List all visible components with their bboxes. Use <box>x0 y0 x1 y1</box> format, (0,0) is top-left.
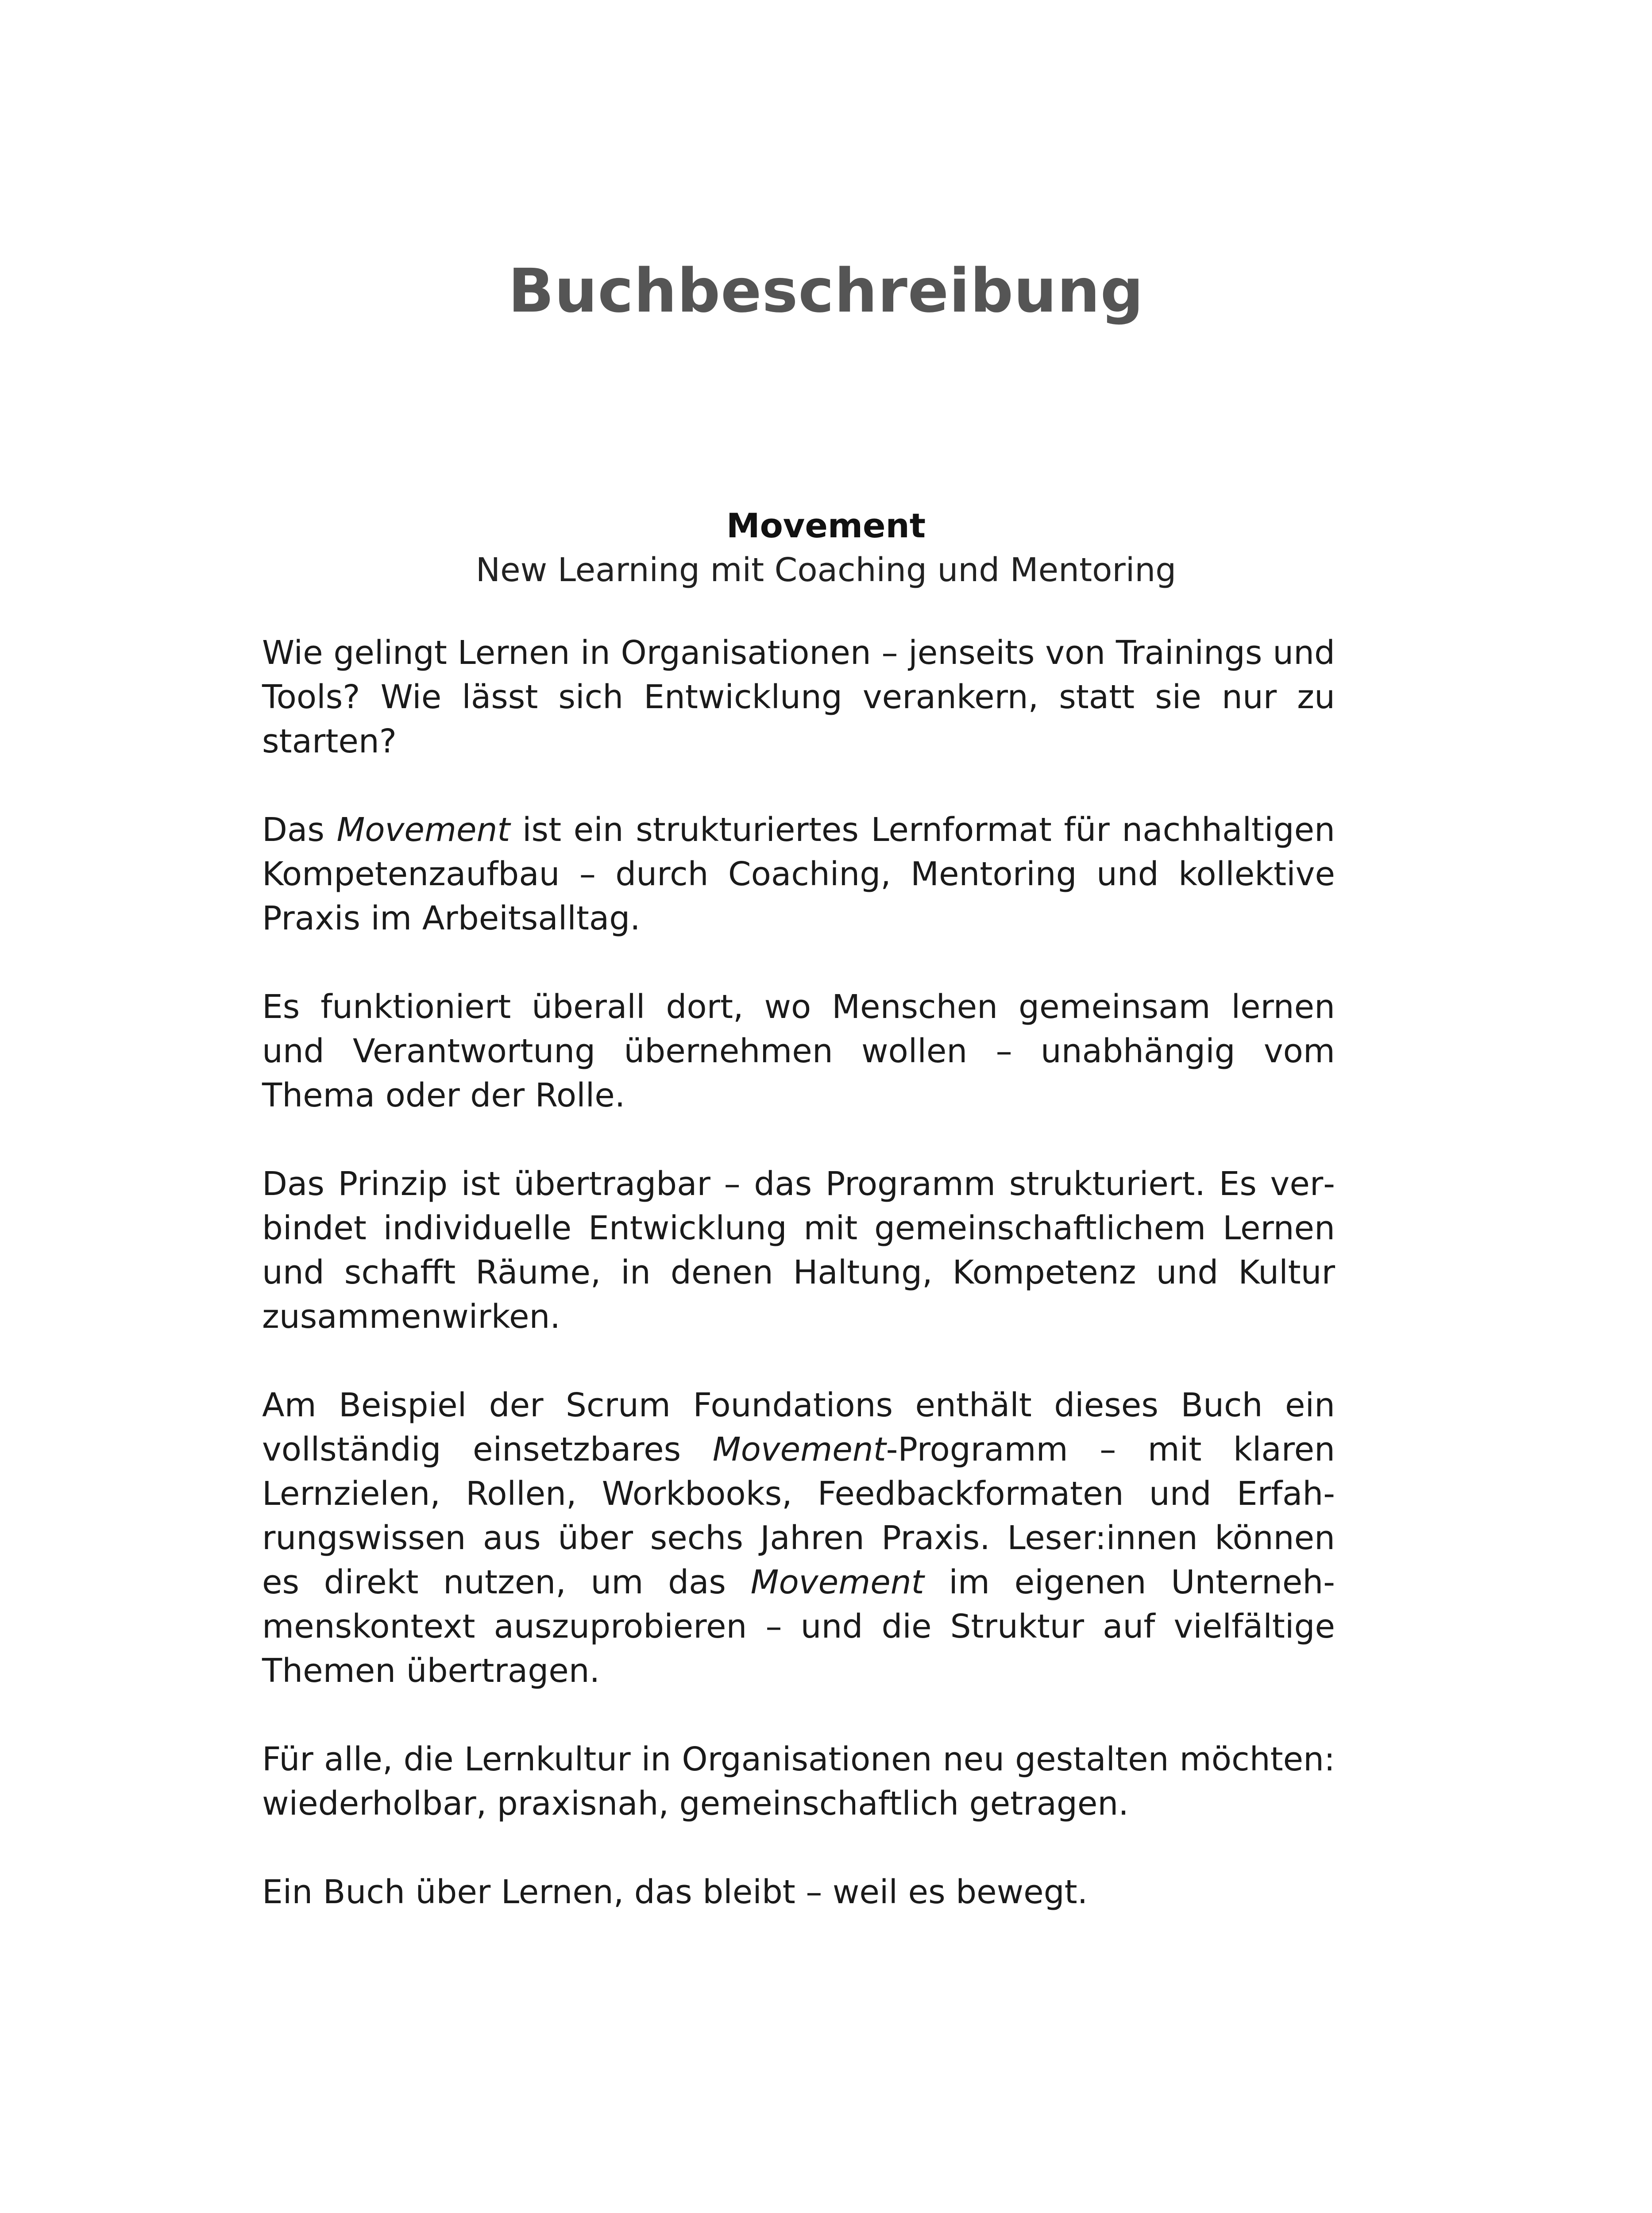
book-title: Movement <box>726 506 926 545</box>
text-run: -Programm – mit klaren Lernzielen, Rollen, Workbooks, Feedbackformaten und Erfahrungswissen aus über sechs Jahren Praxis. Leser:innen können es direkt nutzen, um das <box>262 1430 1335 1601</box>
paragraph-principle: Das Prinzip ist übertragbar – das Programm strukturiert. Es verbindet individuelle Entwicklung mit gemeinschaftlichem Lernen und schafft Räume, in denen Haltung, Kompetenz und Kultur zusammenwirken. <box>262 1165 1335 1336</box>
paragraph-audience: Für alle, die Lernkultur in Organisationen neu gestalten möchten: wiederholbar, praxisnah, gemeinschaftlich getragen. <box>262 1740 1335 1823</box>
text-run: Das <box>262 811 337 849</box>
page-title: Buchbeschreibung <box>508 256 1144 326</box>
text-run: im eigenen Unternehmenskontext auszuprobieren – und die Struktur auf vielfältige Themen übertragen. <box>262 1563 1335 1690</box>
text-run: Am Beispiel der Scrum Foundations enthält dieses Buch ein vollständig einsetzbares <box>262 1386 1335 1469</box>
description-body <box>262 631 1335 1914</box>
paragraph-movement-definition <box>262 808 1335 941</box>
paragraph-applicability: Es funktioniert überall dort, wo Menschen gemeinsam lernen und Verantwortung übernehmen wollen – unabhängig vom Thema oder der Rolle. <box>262 988 1335 1114</box>
emphasis-movement: Movement <box>336 811 510 849</box>
emphasis-movement: Movement <box>750 1563 924 1601</box>
text-run: ist ein strukturiertes Lernformat für nachhaltigen Kompetenzaufbau – durch Coaching, Mentoring und kollektive Praxis im Arbeitsalltag. <box>262 811 1335 937</box>
paragraph-intro-questions: Wie gelingt Lernen in Organisationen – jenseits von Trainings und Tools? Wie lässt sich Entwicklung verankern, statt sie nur zu starten? <box>262 634 1335 760</box>
paragraph-scrum-example <box>262 1383 1335 1693</box>
paragraph-closing: Ein Buch über Lernen, das bleibt – weil es bewegt. <box>262 1873 1088 1911</box>
book-subtitle: New Learning mit Coaching und Mentoring <box>475 551 1177 589</box>
emphasis-movement: Movement <box>712 1430 886 1469</box>
book-header <box>0 504 1652 592</box>
